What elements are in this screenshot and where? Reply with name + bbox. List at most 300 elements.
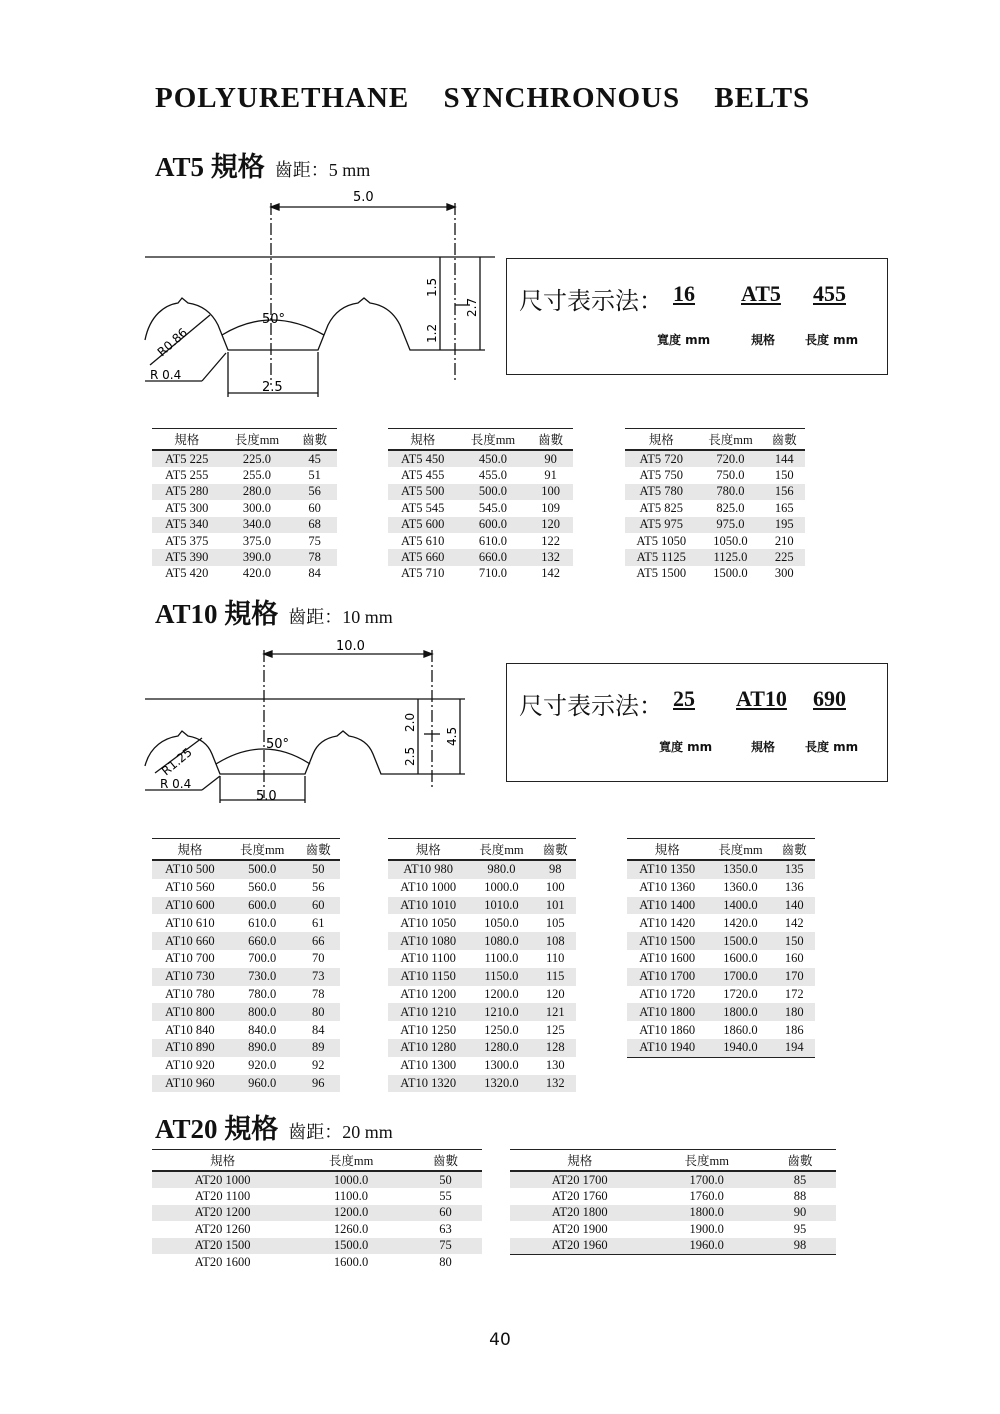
table-row [627, 986, 815, 1004]
spec-cell: AT5 500 [388, 484, 457, 500]
length-cell: 390.0 [221, 549, 292, 565]
table-row [388, 1039, 576, 1057]
teeth-cell: 100 [545, 880, 565, 895]
length-cell: 600.0 [457, 517, 528, 533]
table-row [388, 500, 573, 516]
at10-notation-width-label: 寬度 mm [659, 740, 713, 754]
at10-dim-3: 2.5 [403, 746, 417, 766]
table-row [152, 968, 340, 986]
spec-cell: AT10 1080 [388, 932, 468, 950]
length-cell: 1200.0 [484, 986, 519, 1001]
at10-tooth-width: 5.0 [256, 789, 277, 804]
table-header-row [152, 839, 340, 861]
table-header-row [510, 1150, 836, 1172]
spec-cell: AT20 1260 [194, 1221, 251, 1236]
teeth-cell: 91 [544, 468, 557, 483]
table-row [152, 879, 340, 897]
teeth-cell: 128 [534, 1039, 576, 1057]
length-cell: 500.0 [457, 484, 528, 500]
spec-cell: AT5 1125 [625, 549, 698, 565]
length-cell: 610.0 [478, 533, 507, 548]
length-cell: 1500.0 [707, 932, 773, 950]
length-cell: 1960.0 [649, 1238, 763, 1255]
teeth-cell: 160 [784, 951, 804, 966]
table-row [152, 860, 340, 879]
column-header: 長度mm [228, 839, 297, 861]
teeth-cell: 225 [763, 549, 805, 565]
length-cell: 720.0 [698, 450, 764, 467]
teeth-cell: 300 [774, 566, 794, 581]
length-cell: 1800.0 [649, 1205, 763, 1221]
spec-cell: AT5 300 [165, 500, 209, 515]
at10-notation-label: 尺寸表示法： [519, 692, 663, 720]
teeth-cell: 108 [534, 932, 576, 950]
at10-name: AT10 規格 [155, 599, 279, 629]
table-row [388, 566, 573, 582]
teeth-cell: 66 [297, 932, 340, 950]
teeth-cell: 130 [545, 1058, 565, 1073]
length-cell: 825.0 [716, 500, 745, 515]
spec-cell: AT10 1320 [388, 1075, 468, 1093]
spec-cell: AT10 1000 [400, 880, 457, 895]
table-row [388, 968, 576, 986]
at10-tooth-profile-diagram [140, 638, 500, 806]
spec-cell: AT5 660 [388, 549, 457, 565]
teeth-cell: 195 [763, 517, 805, 533]
at20-section-title [155, 1107, 393, 1146]
table-row [627, 950, 815, 968]
at5-pitch-dim: 5.0 [353, 190, 374, 205]
teeth-cell: 135 [773, 860, 815, 879]
length-cell: 1600.0 [333, 1254, 369, 1269]
spec-cell: AT20 1500 [152, 1238, 293, 1254]
at20-pitch: 齒距：20 mm [288, 1122, 393, 1142]
spec-cell: AT10 1200 [400, 986, 457, 1001]
teeth-cell: 156 [763, 484, 805, 500]
table-row [388, 484, 573, 500]
table-row [152, 1205, 482, 1221]
spec-cell: AT10 1010 [388, 897, 468, 915]
column-header: 長度mm [468, 839, 534, 861]
table-row [388, 860, 576, 879]
spec-cell: AT20 1200 [152, 1205, 293, 1221]
teeth-cell: 68 [292, 517, 337, 533]
spec-cell: AT10 1720 [639, 986, 696, 1001]
table-header-row [627, 839, 815, 861]
length-cell: 255.0 [242, 468, 271, 483]
column-header: 齒數 [764, 1150, 836, 1172]
page-title: POLYURETHANE SYNCHRONOUS BELTS [155, 82, 811, 114]
table-row [152, 1075, 340, 1093]
table-row [152, 1254, 482, 1270]
length-cell: 1150.0 [468, 968, 534, 986]
length-cell: 1350.0 [707, 860, 773, 879]
spec-cell: AT10 920 [165, 1058, 215, 1073]
length-cell: 1400.0 [707, 897, 773, 915]
at5-tooth-width: 2.5 [262, 380, 283, 395]
column-header: 規格 [152, 1150, 293, 1172]
table-row [152, 1188, 482, 1204]
length-cell: 1800.0 [707, 1003, 773, 1021]
at20-spec-table-1 [152, 1149, 482, 1270]
spec-cell: AT10 1300 [400, 1058, 457, 1073]
length-cell: 500.0 [228, 860, 297, 879]
teeth-cell: 120 [545, 986, 565, 1001]
spec-cell: AT10 1210 [388, 1003, 468, 1021]
at5-pitch: 齒距：5 mm [274, 160, 371, 180]
length-cell: 420.0 [242, 566, 271, 581]
spec-cell: AT10 1150 [388, 968, 468, 986]
column-header: 齒數 [763, 429, 805, 451]
spec-cell: AT5 225 [152, 450, 221, 467]
at10-dimension-notation-box [506, 663, 888, 782]
length-cell: 1250.0 [484, 1022, 519, 1037]
teeth-cell: 75 [409, 1238, 482, 1254]
table-row [388, 517, 573, 533]
teeth-cell: 75 [308, 533, 321, 548]
length-cell: 340.0 [221, 517, 292, 533]
length-cell: 890.0 [228, 1039, 297, 1057]
column-header: 規格 [510, 1150, 649, 1172]
table-row [388, 450, 573, 467]
teeth-cell: 140 [773, 897, 815, 915]
table-row [152, 450, 337, 467]
teeth-cell: 98 [764, 1238, 836, 1255]
at10-dim-1: 2.0 [403, 712, 417, 732]
spec-cell: AT5 975 [625, 517, 698, 533]
teeth-cell: 78 [312, 986, 325, 1001]
table-row [152, 1021, 340, 1039]
teeth-cell: 121 [534, 1003, 576, 1021]
teeth-cell: 96 [297, 1075, 340, 1093]
table-row [625, 549, 805, 565]
length-cell: 375.0 [242, 533, 271, 548]
table-row [388, 1003, 576, 1021]
length-cell: 660.0 [228, 932, 297, 950]
length-cell: 280.0 [221, 484, 292, 500]
teeth-cell: 80 [439, 1254, 452, 1269]
table-row [510, 1238, 836, 1255]
spec-cell: AT10 1860 [639, 1022, 696, 1037]
teeth-cell: 89 [297, 1039, 340, 1057]
spec-cell: AT5 610 [401, 533, 445, 548]
spec-cell: AT10 1420 [639, 915, 696, 930]
column-header: 長度mm [707, 839, 773, 861]
spec-cell: AT10 890 [152, 1039, 228, 1057]
length-cell: 920.0 [248, 1058, 277, 1073]
teeth-cell: 100 [528, 484, 573, 500]
teeth-cell: 136 [784, 880, 804, 895]
spec-cell: AT10 1800 [627, 1003, 707, 1021]
column-header: 齒數 [297, 839, 340, 861]
spec-cell: AT20 1100 [194, 1189, 251, 1204]
teeth-cell: 80 [297, 1003, 340, 1021]
teeth-cell: 85 [764, 1171, 836, 1188]
teeth-cell: 142 [784, 915, 804, 930]
teeth-cell: 90 [764, 1205, 836, 1221]
length-cell: 300.0 [242, 500, 271, 515]
teeth-cell: 165 [774, 500, 794, 515]
at10-notation-width: 25 [673, 686, 695, 711]
table-row [152, 932, 340, 950]
spec-cell: AT5 340 [152, 517, 221, 533]
length-cell: 840.0 [248, 1022, 277, 1037]
teeth-cell: 98 [534, 860, 576, 879]
spec-cell: AT10 1050 [400, 915, 457, 930]
table-row [625, 450, 805, 467]
length-cell: 800.0 [228, 1003, 297, 1021]
spec-cell: AT10 1940 [627, 1039, 707, 1057]
column-header: 齒數 [292, 429, 337, 451]
length-cell: 1700.0 [649, 1171, 763, 1188]
table-row [152, 500, 337, 516]
length-cell: 600.0 [228, 897, 297, 915]
at5-notation-spec: AT5 [741, 281, 781, 306]
column-header: 規格 [388, 839, 468, 861]
table-row [388, 879, 576, 897]
length-cell: 455.0 [478, 468, 507, 483]
column-header: 長度mm [221, 429, 292, 451]
table-row [152, 517, 337, 533]
length-cell: 1720.0 [723, 986, 758, 1001]
column-header: 規格 [152, 839, 228, 861]
spec-cell: AT10 960 [152, 1075, 228, 1093]
column-header: 規格 [627, 839, 707, 861]
teeth-cell: 56 [312, 880, 325, 895]
length-cell: 780.0 [248, 986, 277, 1001]
teeth-cell: 210 [774, 533, 794, 548]
teeth-cell: 132 [534, 1075, 576, 1093]
spec-cell: AT10 560 [165, 880, 215, 895]
spec-cell: AT20 1000 [152, 1171, 293, 1188]
spec-cell: AT20 1600 [194, 1254, 251, 1269]
at5-dim-1: 1.5 [425, 277, 439, 297]
table-header-row [388, 839, 576, 861]
at5-dim-3: 1.2 [425, 323, 439, 343]
spec-cell: AT5 545 [401, 500, 445, 515]
table-row [388, 467, 573, 483]
spec-cell: AT10 1600 [639, 951, 696, 966]
spec-cell: AT10 730 [152, 968, 228, 986]
spec-cell: AT5 375 [165, 533, 209, 548]
teeth-cell: 55 [439, 1189, 452, 1204]
spec-cell: AT10 1700 [627, 968, 707, 986]
spec-cell: AT5 450 [388, 450, 457, 467]
column-header: 規格 [388, 429, 457, 451]
length-cell: 1500.0 [713, 566, 748, 581]
length-cell: 1320.0 [468, 1075, 534, 1093]
at5-spec-table-1 [152, 428, 337, 582]
teeth-cell: 60 [409, 1205, 482, 1221]
spec-cell: AT5 720 [625, 450, 698, 467]
column-header: 規格 [625, 429, 698, 451]
at10-angle: 50° [266, 737, 290, 752]
table-row [152, 914, 340, 932]
teeth-cell: 90 [528, 450, 573, 467]
teeth-cell: 70 [312, 951, 325, 966]
table-row [510, 1188, 836, 1204]
spec-cell: AT10 1360 [639, 880, 696, 895]
teeth-cell: 142 [541, 566, 561, 581]
length-cell: 960.0 [228, 1075, 297, 1093]
spec-cell: AT10 1280 [388, 1039, 468, 1057]
at10-spec-table-2 [388, 838, 576, 1092]
length-cell: 1000.0 [293, 1171, 409, 1188]
spec-cell: AT10 500 [152, 860, 228, 879]
table-row [625, 484, 805, 500]
spec-cell: AT10 800 [152, 1003, 228, 1021]
spec-cell: AT10 840 [165, 1022, 215, 1037]
spec-cell: AT10 980 [388, 860, 468, 879]
spec-cell: AT10 700 [165, 951, 215, 966]
at10-notation-spec-label: 規格 [751, 740, 776, 754]
length-cell: 1050.0 [713, 533, 748, 548]
table-row [152, 1003, 340, 1021]
length-cell: 1280.0 [468, 1039, 534, 1057]
at5-spec-table-2 [388, 428, 573, 582]
teeth-cell: 194 [773, 1039, 815, 1057]
at10-notation-length-label: 長度 mm [805, 740, 859, 754]
table-row [388, 932, 576, 950]
length-cell: 1010.0 [468, 897, 534, 915]
teeth-cell: 180 [773, 1003, 815, 1021]
length-cell: 1940.0 [707, 1039, 773, 1057]
table-row [152, 467, 337, 483]
table-row [388, 914, 576, 932]
teeth-cell: 120 [528, 517, 573, 533]
spec-cell: AT5 710 [401, 566, 445, 581]
teeth-cell: 88 [793, 1189, 807, 1204]
table-header-row [152, 429, 337, 451]
teeth-cell: 150 [774, 468, 794, 483]
teeth-cell: 56 [292, 484, 337, 500]
table-row [625, 467, 805, 483]
length-cell: 560.0 [248, 880, 277, 895]
table-header-row [625, 429, 805, 451]
teeth-cell: 170 [773, 968, 815, 986]
table-row [152, 484, 337, 500]
teeth-cell: 144 [763, 450, 805, 467]
spec-cell: AT5 420 [165, 566, 209, 581]
teeth-cell: 63 [439, 1221, 452, 1236]
length-cell: 1050.0 [484, 915, 519, 930]
at10-notation-length: 690 [813, 686, 846, 711]
table-row [627, 932, 815, 950]
length-cell: 1860.0 [723, 1022, 758, 1037]
spec-cell: AT5 1050 [636, 533, 687, 548]
length-cell: 1080.0 [468, 932, 534, 950]
length-cell: 730.0 [228, 968, 297, 986]
column-header: 齒數 [773, 839, 815, 861]
table-row [152, 1171, 482, 1188]
spec-cell: AT20 1900 [551, 1221, 608, 1236]
teeth-cell: 101 [534, 897, 576, 915]
table-header-row [388, 429, 573, 451]
table-row [152, 986, 340, 1004]
table-row [627, 860, 815, 879]
spec-cell: AT20 1760 [551, 1189, 608, 1204]
length-cell: 225.0 [221, 450, 292, 467]
table-row [388, 1021, 576, 1039]
spec-cell: AT5 455 [401, 468, 445, 483]
table-row [152, 1057, 340, 1075]
table-row [388, 950, 576, 968]
at5-dimension-notation-box [506, 258, 888, 375]
at10-radius-2: R 0.4 [160, 777, 192, 791]
column-header: 長度mm [457, 429, 528, 451]
table-row [625, 566, 805, 582]
table-row [510, 1205, 836, 1221]
length-cell: 1125.0 [698, 549, 764, 565]
spec-cell: AT10 660 [152, 932, 228, 950]
at5-dim-2: 2.7 [465, 297, 479, 317]
length-cell: 450.0 [457, 450, 528, 467]
at5-radius-1: R0.86 [154, 325, 191, 360]
spec-cell: AT10 1350 [627, 860, 707, 879]
length-cell: 1900.0 [689, 1221, 724, 1236]
column-header: 長度mm [698, 429, 764, 451]
column-header: 齒數 [534, 839, 576, 861]
table-row [627, 1021, 815, 1039]
teeth-cell: 84 [308, 566, 321, 581]
at10-spec-table-1 [152, 838, 340, 1092]
table-row [510, 1171, 836, 1188]
length-cell: 660.0 [457, 549, 528, 565]
at5-section-title [155, 145, 370, 184]
spec-cell: AT10 1100 [400, 951, 456, 966]
length-cell: 710.0 [478, 566, 507, 581]
teeth-cell: 132 [528, 549, 573, 565]
table-row [152, 549, 337, 565]
spec-cell: AT5 280 [152, 484, 221, 500]
table-row [627, 1003, 815, 1021]
spec-cell: AT5 1500 [636, 566, 687, 581]
table-row [388, 1057, 576, 1075]
teeth-cell: 50 [297, 860, 340, 879]
table-row [627, 897, 815, 915]
at5-tooth-profile-diagram [140, 185, 500, 400]
at5-notation-label: 尺寸表示法： [519, 287, 663, 315]
at10-pitch-dim: 10.0 [336, 639, 365, 654]
table-row [152, 897, 340, 915]
spec-cell: AT5 390 [152, 549, 221, 565]
table-row [152, 566, 337, 582]
spec-cell: AT5 600 [388, 517, 457, 533]
table-row [152, 1238, 482, 1254]
spec-cell: AT20 1700 [510, 1171, 649, 1188]
length-cell: 1300.0 [484, 1058, 519, 1073]
teeth-cell: 172 [784, 986, 804, 1001]
spec-cell: AT10 1500 [627, 932, 707, 950]
length-cell: 1600.0 [723, 951, 758, 966]
teeth-cell: 95 [793, 1221, 807, 1236]
at5-spec-table-3 [625, 428, 805, 582]
at5-notation-width-label: 寬度 mm [657, 333, 711, 347]
at10-dim-2: 4.5 [445, 726, 459, 746]
spec-cell: AT10 1400 [627, 897, 707, 915]
at5-notation-spec-label: 規格 [751, 333, 776, 347]
length-cell: 780.0 [698, 484, 764, 500]
at5-notation-length: 455 [813, 281, 846, 306]
column-header: 長度mm [293, 1150, 409, 1172]
length-cell: 1100.0 [484, 951, 519, 966]
spec-cell: AT5 780 [625, 484, 698, 500]
length-cell: 750.0 [716, 468, 745, 483]
at10-section-title [155, 592, 393, 631]
column-header: 齒數 [528, 429, 573, 451]
table-row [627, 879, 815, 897]
teeth-cell: 60 [308, 500, 321, 515]
